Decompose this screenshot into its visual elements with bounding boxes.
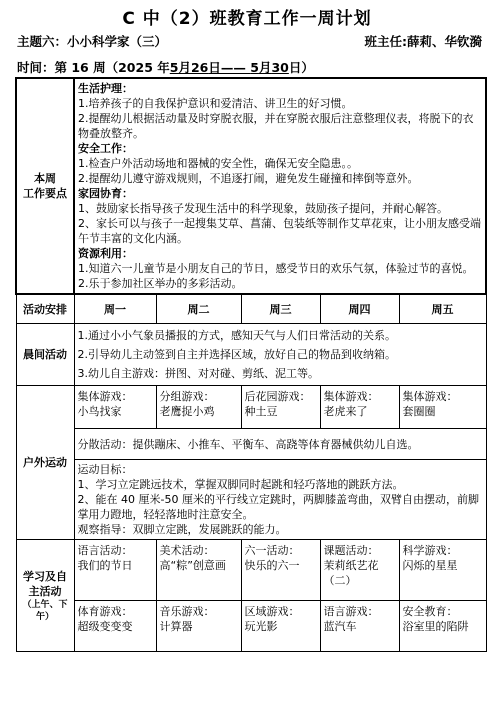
learning-row-1 <box>16 540 486 601</box>
list-item: 2、家长可以与孩子一起搜集艾草、菖蒲、包装纸等制作艾草花束，让小朋友感受端午节丰富的文化内涵。 <box>78 217 481 245</box>
game-type: 集体游戏： <box>77 390 133 403</box>
activity-name: 玩光影 <box>244 620 278 633</box>
activity-cell <box>320 601 399 652</box>
activity-cell <box>241 601 320 652</box>
list-item: 1.知道六一儿童节是小朋友自己的节日，感受节日的欢乐气氛，体验过节的喜悦。 <box>78 262 474 275</box>
activity-type: 体育游戏： <box>77 605 133 618</box>
game-type: 后花园游戏： <box>244 390 311 403</box>
time-month-end: 5 <box>250 60 259 75</box>
weekly-focus-row <box>16 78 486 294</box>
teacher-line: 班主任:薛莉、华钦漪 <box>364 34 482 49</box>
activity-cell <box>74 601 156 652</box>
activity-cell <box>241 540 320 601</box>
game-cell <box>156 386 241 429</box>
game-cell <box>320 386 399 429</box>
game-name: 种土豆 <box>244 405 278 418</box>
game-cell <box>74 386 156 429</box>
learning-label <box>16 540 74 652</box>
time-month-label-1: 月 <box>178 60 191 75</box>
learning-row-2 <box>16 601 486 652</box>
section-heading: 家园协育： <box>78 187 133 200</box>
activity-type: 语言游戏： <box>323 605 379 618</box>
activity-name: 茉莉纸艺花（二） <box>323 559 379 587</box>
game-name: 小鸟找家 <box>77 405 122 418</box>
list-item: 2、能在 40 厘米-50 厘米的平行线立定跳时，两脚膝盖弯曲，双臂自由摆动，前脚掌用力蹬地，轻轻落地时注意安全。 <box>77 493 479 521</box>
activity-name: 快乐的六一 <box>244 559 300 572</box>
activity-type: 六一活动： <box>244 544 300 557</box>
morning-content <box>74 324 486 386</box>
outdoor-goals-row <box>16 460 486 540</box>
game-type: 集体游戏： <box>323 390 379 403</box>
weekly-focus-label-line1: 本周 <box>34 172 56 185</box>
schedule-header-row <box>16 294 486 324</box>
schedule-label: 活动安排 <box>16 294 74 324</box>
activity-name: 浴室里的陷阱 <box>402 620 469 633</box>
section-heading: 资源利用： <box>78 247 133 260</box>
game-name: 套圈圈 <box>402 405 436 418</box>
time-suffix: 日） <box>288 60 314 75</box>
time-month-label-2: 月 <box>258 60 272 75</box>
morning-label: 晨间活动 <box>16 324 74 386</box>
game-type: 分组游戏： <box>159 390 215 403</box>
activity-type: 区域游戏： <box>244 605 300 618</box>
activity-cell <box>156 601 241 652</box>
activity-type: 音乐游戏： <box>159 605 215 618</box>
list-item: 1、鼓励家长指导孩子发现生活中的科学现象，鼓励孩子提问，并耐心解答。 <box>78 202 448 215</box>
game-type: 集体游戏： <box>402 390 458 403</box>
activity-cell <box>156 540 241 601</box>
activity-type: 语言活动： <box>77 544 133 557</box>
activity-cell <box>399 540 486 601</box>
activity-type: 美术活动： <box>159 544 215 557</box>
activity-name: 计算器 <box>159 620 193 633</box>
activity-cell <box>74 540 156 601</box>
game-name: 老虎来了 <box>323 405 368 418</box>
activity-name: 蓝汽车 <box>323 620 357 633</box>
activity-name: 闪烁的星星 <box>402 559 458 572</box>
list-item: 2.乐于参加社区举办的多彩活动。 <box>78 277 243 290</box>
game-name: 老鹰捉小鸡 <box>159 405 215 418</box>
outdoor-label: 户外运动 <box>16 386 74 540</box>
time-day-end: 30 <box>271 60 289 75</box>
goal-heading: 运动目标： <box>77 463 133 476</box>
activity-name: 我们的节日 <box>77 559 133 572</box>
outdoor-goals <box>74 460 486 540</box>
list-item: 3.幼儿自主游戏：拼图、对对碰、剪纸、泥工等。 <box>77 367 319 380</box>
activity-type: 安全教育： <box>402 605 458 618</box>
activity-cell <box>320 540 399 601</box>
topic-line: 主题六：小小科学家（三） <box>17 34 168 49</box>
page-title: C 中（2）班教育工作一周计划 <box>122 9 372 29</box>
section-heading: 安全工作： <box>78 142 133 155</box>
day-friday: 周五 <box>399 294 486 324</box>
learning-label-line1: 学习及自 <box>23 569 67 583</box>
weekly-focus-content <box>74 78 486 294</box>
game-cell <box>399 386 486 429</box>
weekly-focus-label-line2: 工作要点 <box>23 187 67 200</box>
list-item: 2.提醒幼儿遵守游戏规则，不追逐打闹，避免发生碰撞和摔倒等意外。 <box>78 172 419 185</box>
day-tuesday: 周二 <box>156 294 241 324</box>
list-item: 1.检查户外活动场地和器械的安全性，确保无安全隐患。。 <box>78 157 358 170</box>
weekly-focus-label <box>16 78 74 294</box>
morning-row <box>16 324 486 386</box>
day-wednesday: 周三 <box>241 294 320 324</box>
list-item: 1、学习立定跳远技术，掌握双脚同时起跳和轻巧落地的跳跃方法。 <box>77 478 404 491</box>
list-item: 2.引导幼儿主动签到自主并选择区域，放好自己的物品到收纳箱。 <box>77 348 396 361</box>
outdoor-scattered-row <box>16 429 486 460</box>
activity-type: 科学游戏： <box>402 544 458 557</box>
time-month-start: 5 <box>169 60 179 75</box>
learning-label-sub: （上午、下午） <box>22 599 68 622</box>
plan-table <box>15 77 487 652</box>
section-heading: 生活护理： <box>78 82 133 95</box>
activity-cell <box>399 601 486 652</box>
list-item: 1.通过小小气象员播报的方式，感知天气与人们日常活动的关系。 <box>77 329 396 342</box>
outdoor-scattered: 分散活动：提供蹦床、小推车、平衡车、高跷等体育器械供幼儿自选。 <box>74 429 486 460</box>
learning-label-line2: 主活动 <box>28 584 62 598</box>
list-item: 观察指导：双脚立定跳，发展跳跃的能力。 <box>77 523 287 536</box>
activity-name: 超级变变变 <box>77 620 133 633</box>
list-item: 1.培养孩子的自我保护意识和爱清洁、讲卫生的好习惯。 <box>78 97 353 110</box>
activity-name: 高“粽”创意画 <box>159 559 226 572</box>
activity-type: 课题活动： <box>323 544 379 557</box>
game-cell <box>241 386 320 429</box>
day-thursday: 周四 <box>320 294 399 324</box>
list-item: 2.提醒幼儿根据活动量及时穿脱衣服，并在穿脱衣服后注意整理仪表，将脱下的衣物叠放整齐。 <box>78 112 474 140</box>
time-dash: 日—— <box>208 60 251 75</box>
time-line <box>17 58 314 76</box>
time-day-start: 26 <box>190 60 209 75</box>
outdoor-games-row <box>16 386 486 429</box>
day-monday: 周一 <box>74 294 156 324</box>
time-prefix: 时间：第 16 周（2025 年 <box>17 60 170 75</box>
